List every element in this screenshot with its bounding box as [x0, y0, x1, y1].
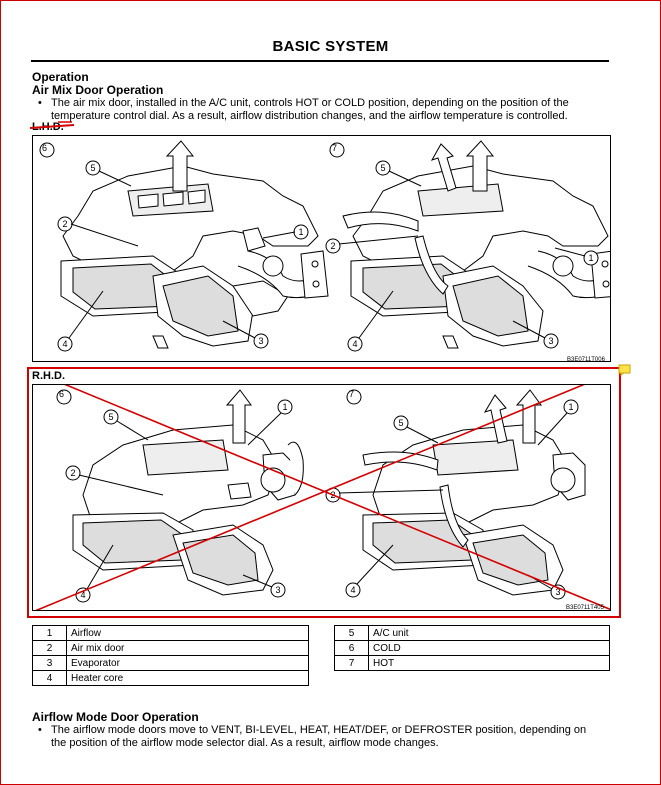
legend-text: A/C unit [369, 626, 610, 641]
svg-text:1: 1 [298, 227, 304, 237]
legend-row [33, 626, 309, 641]
svg-text:5: 5 [108, 412, 114, 422]
svg-text:3: 3 [258, 336, 264, 346]
bullet-icon: • [38, 724, 42, 736]
svg-text:1: 1 [282, 402, 288, 412]
lhd-diagram [33, 136, 610, 361]
lhd-figure-code: B3E0711T006 [567, 357, 605, 363]
lhd-label: L.H.D. [32, 121, 64, 133]
svg-text:1: 1 [568, 402, 574, 412]
airflow-mode-bullet [38, 724, 606, 750]
legend-text: Air mix door [67, 641, 309, 656]
lhd-panel-6-number: 6 [42, 143, 48, 153]
air-mix-text-line2: temperature control dial. As a result, airflow distribution changes, and the airflow temperature is controlled. [51, 110, 568, 122]
legend-number: 5 [335, 626, 369, 641]
air-mix-heading: Air Mix Door Operation [32, 83, 164, 97]
legend-number: 2 [33, 641, 67, 656]
svg-text:4: 4 [62, 339, 68, 349]
svg-text:2: 2 [70, 468, 76, 478]
svg-text:2: 2 [62, 219, 68, 229]
legend-text: Heater core [67, 671, 309, 686]
svg-text:3: 3 [555, 587, 561, 597]
lhd-panel-7-number: 7 [332, 143, 338, 153]
legend-row [33, 656, 309, 671]
operation-heading: Operation [32, 70, 89, 84]
legend-text: Evaporator [67, 656, 309, 671]
legend-row [335, 641, 610, 656]
svg-text:1: 1 [588, 253, 594, 263]
rhd-diagram [33, 385, 610, 610]
legend-row [335, 656, 610, 671]
lhd-panel-hot [330, 141, 610, 348]
lhd-strike-mark [28, 120, 76, 134]
legend-row [33, 641, 309, 656]
svg-text:3: 3 [275, 585, 281, 595]
legend-row [335, 626, 610, 641]
bullet-icon: • [38, 97, 42, 109]
airflow-mode-heading: Airflow Mode Door Operation [32, 710, 199, 724]
legend-number: 3 [33, 656, 67, 671]
svg-text:4: 4 [352, 339, 358, 349]
air-mix-text-line1: The air mix door, installed in the A/C unit, controls HOT or COLD position, depending on the position of the [51, 97, 569, 109]
legend-number: 6 [335, 641, 369, 656]
legend-table-right [334, 625, 610, 671]
svg-text:3: 3 [548, 336, 554, 346]
title-rule [31, 60, 609, 62]
svg-text:2: 2 [330, 241, 336, 251]
legend-table-left [32, 625, 309, 686]
svg-text:5: 5 [90, 163, 96, 173]
rhd-panel-6-number: 6 [59, 389, 65, 399]
lhd-figure [32, 135, 611, 362]
rhd-figure [32, 384, 611, 611]
page-title: BASIC SYSTEM [272, 38, 389, 55]
svg-text:5: 5 [398, 418, 404, 428]
svg-text:5: 5 [380, 163, 386, 173]
rhd-label: R.H.D. [32, 370, 65, 382]
legend-text: COLD [369, 641, 610, 656]
airflow-mode-text-line1: The airflow mode doors move to VENT, BI-LEVEL, HEAT, HEAT/DEF, or DEFROSTER position, depending on [51, 724, 587, 736]
legend-number: 1 [33, 626, 67, 641]
comment-note-icon [618, 364, 632, 376]
airflow-mode-text-line2: the position of the airflow mode selector dial. As a result, airflow mode changes. [51, 737, 439, 749]
legend-number: 4 [33, 671, 67, 686]
rhd-panel-7-number: 7 [349, 389, 355, 399]
rhd-figure-code: B3E0711T405 [566, 605, 604, 611]
svg-text:4: 4 [80, 590, 86, 600]
legend-text: HOT [369, 656, 610, 671]
svg-text:4: 4 [350, 585, 356, 595]
legend-row [33, 671, 309, 686]
air-mix-bullet [38, 97, 606, 123]
legend-text: Airflow [67, 626, 309, 641]
legend-number: 7 [335, 656, 369, 671]
